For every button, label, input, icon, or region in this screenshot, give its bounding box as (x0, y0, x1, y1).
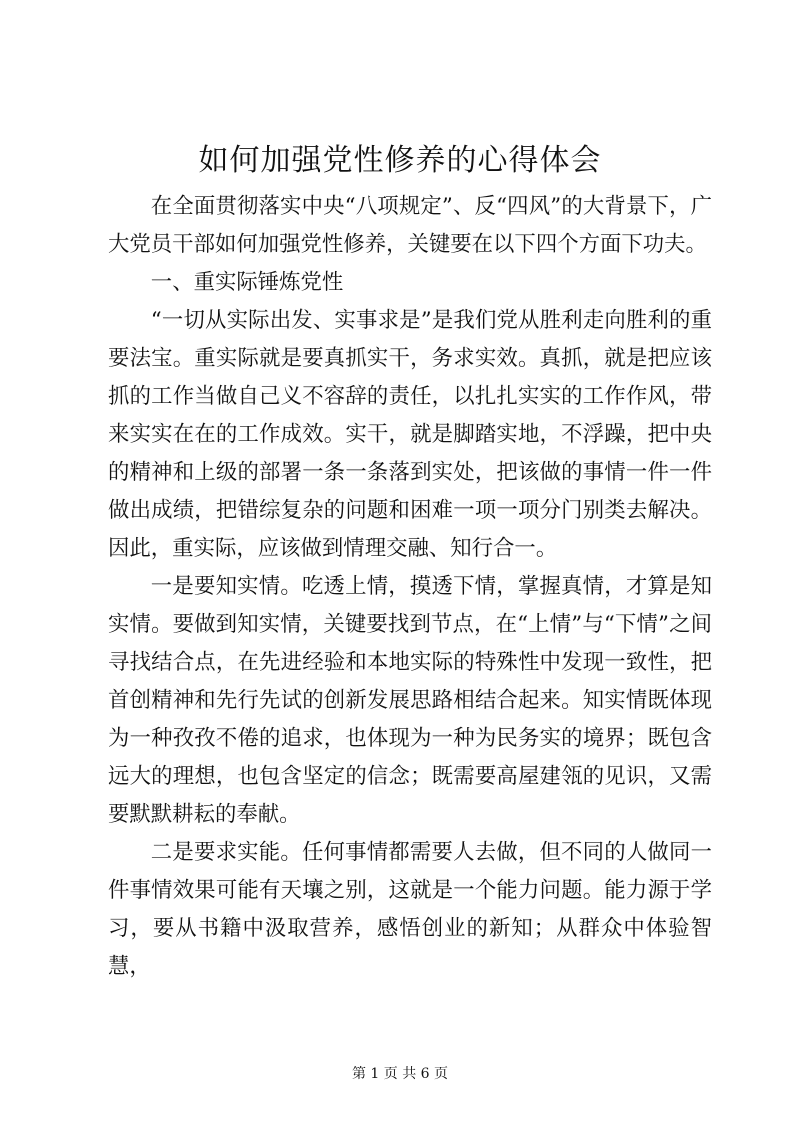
paragraph: 在全面贯彻落实中央“八项规定”、反“四风”的大背景下，广大党员干部如何加强党性修养，关键要在以下四个方面下功夫。 (108, 194, 712, 257)
paragraph: “一切从实际出发、实事求是”是我们党从胜利走向胜利的重要法宝。重实际就是要真抓实干，务求实效。真抓，就是把应该抓的工作当做自己义不容辞的责任，以扎扎实实的工作作风，带来实实在在的工作成效。实干，就是脚踏实地，不浮躁，把中央的精神和上级的部署一条一条落到实处，把该做的事情一件一件做出成绩，把错综复杂的问题和困难一项一项分门别类去解决。因此，重实际，应该做到情理交融、知行合一。 (108, 308, 712, 561)
document-body (108, 188, 712, 986)
paragraph: 一是要知实情。吃透上情，摸透下情，掌握真情，才算是知实情。要做到知实情，关键要找到节点，在“上情”与“下情”之间寻找结合点，在先进经验和本地实际的特殊性中发现一致性，把首创精神和先行先试的创新发展思路相结合起来。知实情既体现为一种孜孜不倦的追求，也体现为一种为民务实的境界；既包含远大的理想，也包含坚定的信念；既需要高屋建瓴的见识，又需要默默耕耘的奉献。 (108, 574, 712, 827)
page-number: 第 1 页 共 6 页 (351, 1066, 449, 1082)
section-heading: 一、重实际锤炼党性 (150, 270, 344, 295)
document-title: 如何加强党性修养的心得体会 (198, 143, 602, 178)
paragraph: 二是要求实能。任何事情都需要人去做，但不同的人做同一件事情效果可能有天壤之别，这就是一个能力问题。能力源于学习，要从书籍中汲取营养，感悟创业的新知；从群众中体验智慧， (108, 840, 712, 979)
